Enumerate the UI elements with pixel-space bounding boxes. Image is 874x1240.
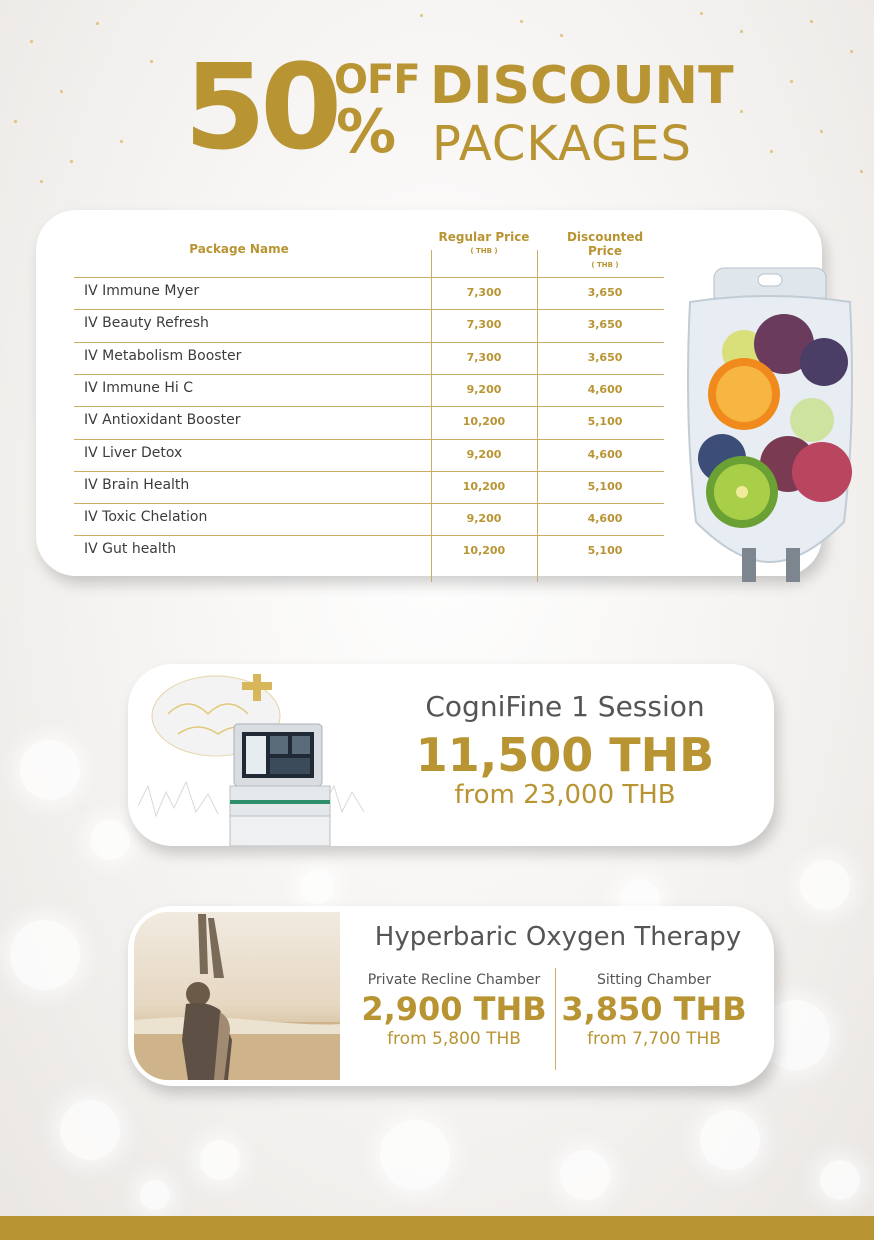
column-divider [537, 250, 538, 582]
row-divider [74, 471, 664, 472]
discounted-price: 4,600 [587, 382, 623, 396]
regular-price: 7,300 [466, 286, 502, 299]
cognifine-title: CogniFine 1 Session [425, 690, 705, 723]
discount-label: DISCOUNT [430, 56, 734, 116]
package-name: IV Toxic Chelation [84, 509, 208, 526]
discounted-price: 3,650 [587, 286, 623, 299]
regular-price: 10,200 [462, 544, 506, 558]
hbot-title: Hyperbaric Oxygen Therapy [374, 922, 742, 952]
brain-device-illustration [138, 674, 388, 846]
option-label: Private Recline Chamber [367, 972, 541, 988]
package-name: IV Antioxidant Booster [84, 412, 241, 429]
regular-price: 7,300 [466, 318, 502, 332]
regular-price: 9,200 [466, 512, 502, 526]
discounted-price: 5,100 [587, 479, 623, 493]
discounted-price: 5,100 [587, 415, 623, 429]
package-name: IV Liver Detox [84, 444, 183, 461]
packages-label: PACKAGES [432, 116, 692, 172]
header-regular-price: Regular Price ( THB ) [438, 230, 530, 255]
option-original-price: from 7,700 THB [587, 1029, 721, 1050]
discount-number: 50 [184, 38, 337, 176]
discounted-price: 5,100 [587, 544, 623, 558]
regular-price: 10,200 [462, 479, 506, 493]
cognifine-original-price: from 23,000 THB [454, 780, 676, 810]
row-divider [74, 535, 664, 536]
bottom-gold-bar [0, 1216, 874, 1240]
option-price: 2,900 THB [361, 990, 547, 1028]
iv-bag-illustration [684, 262, 856, 582]
cognifine-card [128, 664, 774, 846]
discounted-price: 3,650 [587, 318, 623, 332]
option-original-price: from 5,800 THB [387, 1029, 521, 1050]
regular-price: 9,200 [466, 447, 502, 461]
row-divider [74, 503, 664, 504]
woman-beach-photo [134, 912, 340, 1080]
package-name: IV Beauty Refresh [84, 315, 209, 332]
regular-price: 9,200 [466, 382, 502, 396]
package-name: IV Brain Health [84, 476, 190, 493]
option-label: Sitting Chamber [597, 972, 711, 988]
discounted-price: 4,600 [587, 447, 623, 461]
iv-price-table-card [36, 210, 822, 576]
row-divider [74, 309, 664, 310]
row-divider [74, 439, 664, 440]
package-name: IV Gut health [84, 541, 177, 558]
row-divider [74, 342, 664, 343]
hbot-option-recline [354, 972, 554, 1049]
package-name: IV Immune Myer [84, 283, 200, 299]
discounted-price: 3,650 [587, 350, 623, 364]
regular-price: 7,300 [466, 350, 502, 364]
header-discounted-price: Discounted Price ( THB ) [566, 230, 644, 269]
cognifine-price: 11,500 THB [415, 728, 715, 782]
regular-price: 10,200 [462, 415, 506, 429]
package-name: IV Immune Hi C [84, 379, 194, 396]
header-package-name: Package Name [189, 242, 289, 256]
row-divider [74, 374, 664, 375]
row-divider [74, 277, 664, 278]
hbot-option-sitting [554, 972, 754, 1049]
option-price: 3,850 THB [561, 990, 747, 1028]
hyperbaric-oxygen-card [128, 906, 774, 1086]
percent-sign: % [336, 97, 397, 167]
row-divider [74, 406, 664, 407]
package-name: IV Metabolism Booster [84, 347, 242, 364]
promo-header [184, 38, 734, 176]
discounted-price: 4,600 [587, 512, 623, 526]
off-label: OFF [334, 57, 420, 103]
